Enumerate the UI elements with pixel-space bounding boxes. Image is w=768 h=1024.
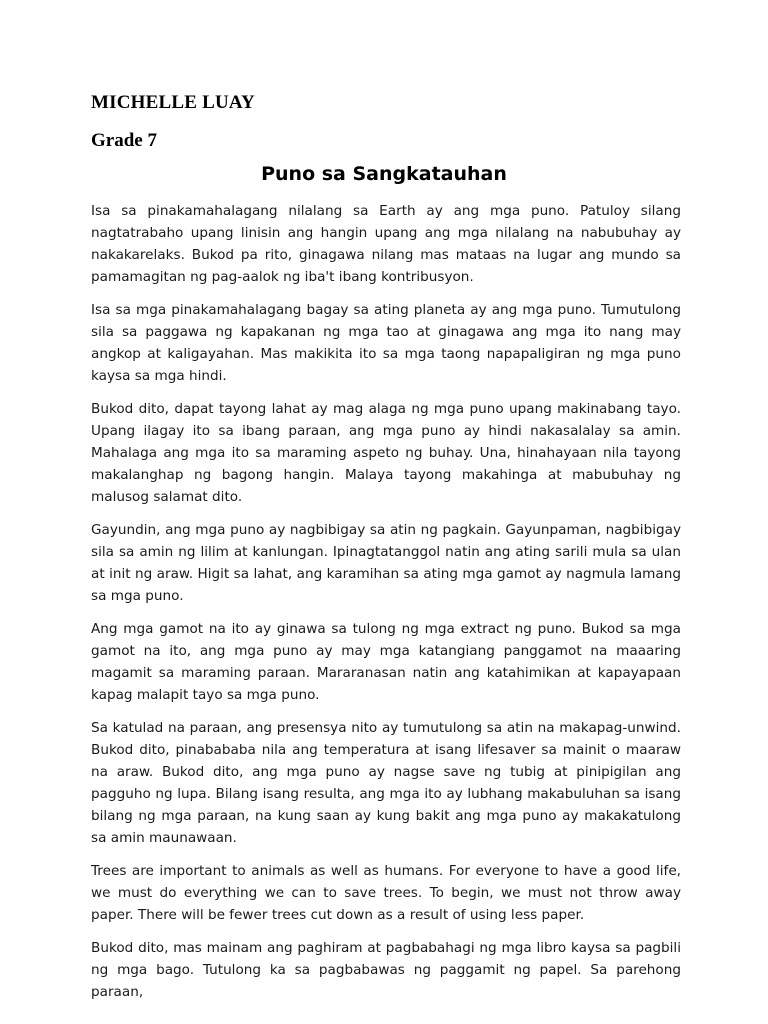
author-name: MICHELLE LUAY bbox=[91, 92, 255, 113]
grade-value: 7 bbox=[147, 130, 157, 151]
paragraph: Isa sa mga pinakamahalagang bagay sa ating planeta ay ang mga puno. Tumutulong sila sa paggawa ng kapakanan ng mga tao at ginagawa ang mga ito nang may angkop at kaligayahan. Mas makikita ito sa mga taong napapaligiran ng mga puno kaysa sa mga hindi. bbox=[91, 302, 681, 384]
paragraph: Gayundin, ang mga puno ay nagbibigay sa atin ng pagkain. Gayunpaman, nagbibigay sila sa amin ng lilim at kanlungan. Ipinagtatanggol natin ang ating sarili mula sa ulan at init ng araw. Higit sa lahat, ang karamihan sa ating mga gamot ay nagmula lamang sa mga puno. bbox=[91, 522, 681, 604]
paragraph: Isa sa pinakamahalagang nilalang sa Earth ay ang mga puno. Patuloy silang nagtatrabaho upang linisin ang hangin upang ang mga nilalang na nabubuhay ay nakakarelaks. Bukod pa rito, ginagawa nilang mas mataas na lugar ang mundo sa pamamagitan ng pag-aalok ng iba't ibang kontribusyon. bbox=[91, 203, 681, 285]
paragraph: Ang mga gamot na ito ay ginawa sa tulong ng mga extract ng puno. Bukod sa mga gamot na ito, ang mga puno ay may mga katangiang panggamot na maaaring magamit sa maraming paraan. Mararanasan natin ang katahimikan at kapayapaan kapag malapit tayo sa mga puno. bbox=[91, 621, 681, 703]
grade-label: Grade bbox=[91, 130, 143, 151]
document-title: Puno sa Sangkatauhan bbox=[261, 163, 507, 185]
grade-line bbox=[91, 130, 157, 152]
paragraph: Bukod dito, dapat tayong lahat ay mag alaga ng mga puno upang makinabang tayo. Upang ilagay ito sa ibang paraan, ang mga puno ay hindi nakasalalay sa amin. Mahalaga ang mga ito sa maraming aspeto ng buhay. Una, hinahayaan nila tayong makalanghap ng bagong hangin. Malaya tayong makahinga at mabubuhay ng malusog salamat dito. bbox=[91, 401, 681, 505]
paragraph: Trees are important to animals as well as humans. For everyone to have a good life, we must do everything we can to save trees. To begin, we must not throw away paper. There will be fewer trees cut down as a result of using less paper. bbox=[91, 863, 681, 923]
paragraph: Sa katulad na paraan, ang presensya nito ay tumutulong sa atin na makapag-unwind. Bukod dito, pinabababa nila ang temperatura at isang lifesaver sa mainit o maaraw na araw. Bukod dito, ang mga puno ay nagse save ng tubig at pinipigilan ang pagguho ng lupa. Bilang isang resulta, ang mga ito ay lubhang makabuluhan sa isang bilang ng mga paraan, na kung saan ay kung bakit ang mga puno ay makakatulong sa amin maunawaan. bbox=[91, 720, 681, 846]
document-body bbox=[91, 200, 681, 1003]
paragraph: Bukod dito, mas mainam ang paghiram at pagbabahagi ng mga libro kaysa sa pagbili ng mga bago. Tutulong ka sa pagbabawas ng paggamit ng papel. Sa parehong paraan, bbox=[91, 940, 681, 1000]
